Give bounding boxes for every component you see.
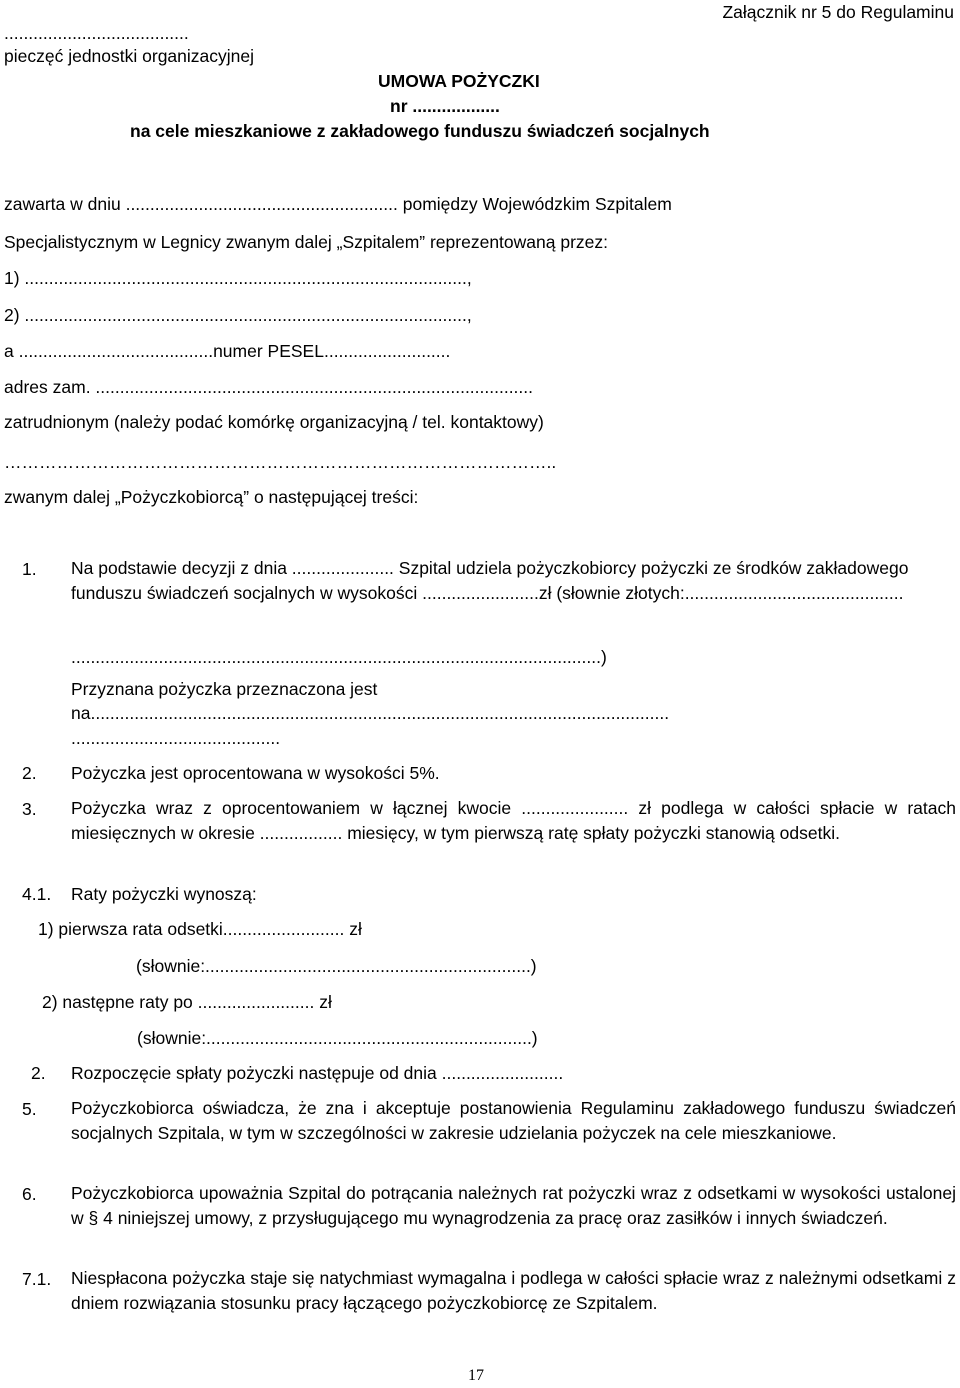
item-2-number: 2. xyxy=(22,763,37,783)
borrower-pesel-line: a ........................................numer PESEL.......................... xyxy=(4,341,451,361)
representative-2: 2) ..........................................................................................., xyxy=(4,305,472,325)
stamp-label: pieczęć jednostki organizacyjnej xyxy=(4,46,254,66)
item-6-text: Pożyczkobiorca upoważnia Szpital do potrącania należnych rat pożyczki wraz z odsetkami w wysokości ustalonej w § 4 niniejszej umowy, z przysługującego mu wynagrodzenia za pracę oraz zasiłków i innych świadczeń. xyxy=(71,1183,956,1228)
item-6-number: 6. xyxy=(22,1184,37,1204)
intro-date-line: zawarta w dniu ........................................................ pomiędzy Wojewódzkim Szpitalem xyxy=(4,194,672,214)
annex-label: Załącznik nr 5 do Regulaminu xyxy=(722,2,954,22)
borrower-employment-line: zatrudnionym (należy podać komórkę organizacyjną / tel. kontaktowy) xyxy=(4,412,544,432)
item-4-1-number: 4.1. xyxy=(22,884,52,904)
item-3-number: 3. xyxy=(22,799,37,819)
repayment-start-text: Rozpoczęcie spłaty pożyczki następuje od dnia ......................... xyxy=(71,1063,564,1083)
first-installment-words: (słownie:...................................................................) xyxy=(136,956,537,976)
item-1-number: 1. xyxy=(22,559,37,579)
item-1-continuation: .............................................................................................................) xyxy=(71,647,607,667)
item-1-purpose-label: Przyznana pożyczka przeznaczona jest xyxy=(71,679,378,699)
item-4-1-text: Raty pożyczki wynoszą: xyxy=(71,884,257,904)
agreement-number: nr .................. xyxy=(390,96,500,116)
next-installments-words: (słownie:...................................................................) xyxy=(137,1028,538,1048)
borrower-address-line: adres zam. .......................................................................................... xyxy=(4,377,534,397)
stamp-dots: ...................................... xyxy=(4,23,189,43)
item-5-text: Pożyczkobiorca oświadcza, że zna i akceptuje postanowienia Regulaminu zakładowego funduszu świadczeń socjalnych Szpitala, w tym w szczególności w zakresie udzielania pożyczek na cele mieszkaniowe. xyxy=(71,1098,956,1143)
borrower-named-line: zwanym dalej „Pożyczkobiorcą” o następującej treści: xyxy=(4,487,419,507)
document-subtitle: na cele mieszkaniowe z zakładowego funduszu świadczeń socjalnych xyxy=(130,121,710,141)
item-2-text: Pożyczka jest oprocentowana w wysokości 5%. xyxy=(71,763,440,783)
intro-hospital-line: Specjalistycznym w Legnicy zwanym dalej „Szpitalem” reprezentowaną przez: xyxy=(4,232,608,252)
item-3-text: Pożyczka wraz z oprocentowaniem w łącznej kwocie ...................... zł podlega w całości spłacie w ratach miesięcznych w okresie ................. miesięcy, w tym pierwszą ratę spłaty pożyczki stanowią odsetki. xyxy=(71,798,956,843)
document-title: UMOWA POŻYCZKI xyxy=(378,71,540,91)
page-number: 17 xyxy=(468,1367,484,1384)
item-7-1-number: 7.1. xyxy=(22,1269,52,1289)
item-7-1-text: Niespłacona pożyczka staje się natychmiast wymagalna i podlega w całości spłacie wraz z należnymi odsetkami z dniem rozwiązania stosunku pracy łączącego pożyczkobiorcę ze Szpitalem. xyxy=(71,1268,956,1313)
item-1-text: Na podstawie decyzji z dnia ..................... Szpital udziela pożyczkobiorcy pożyczki ze środków zakładowego funduszu świadczeń socjalnych w wysokości ........................zł (słownie złotych:............................................. xyxy=(71,558,909,603)
item-1-purpose-dots: ........................................... xyxy=(71,728,281,748)
item-5-number: 5. xyxy=(22,1099,37,1119)
employment-dots: ………………………………………………………………………………….. xyxy=(4,452,557,472)
first-installment-line: 1) pierwsza rata odsetki......................... zł xyxy=(38,919,362,939)
item-1-purpose-line: na....................................................................................................................... xyxy=(71,703,670,723)
repayment-start-number: 2. xyxy=(31,1063,46,1083)
representative-1: 1) ..........................................................................................., xyxy=(4,268,472,288)
next-installments-line: 2) następne raty po ........................ zł xyxy=(42,992,332,1012)
